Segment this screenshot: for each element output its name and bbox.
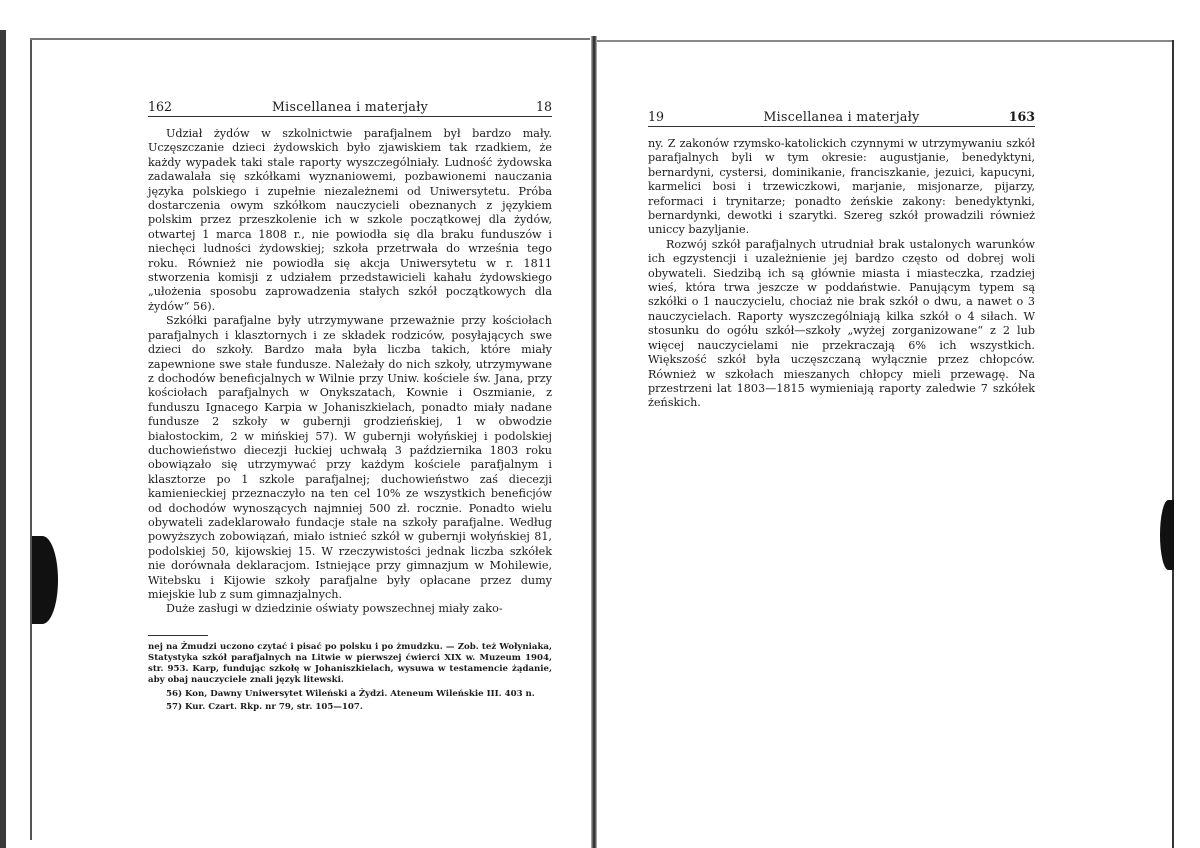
left-binding-clip	[32, 536, 58, 624]
footnote-57: 57) Kur. Czart. Rkp. nr 79, str. 105—107.	[166, 701, 363, 712]
footnote-continued: nej na Żmudzi uczono czytać i pisać po polsku i po żmudzku. — Zob. też Wołyniaka, Statystyka szkół parafjalnych na Litwie w pierwszej ćwierci XIX w. Muzeum 1904, str. 953. Karp, fundując szkołę w Johaniszkielach, wysuwa w testamencie żądanie, aby obaj nauczyciele znali język litewski.	[148, 641, 552, 686]
footnote-rule	[148, 635, 208, 636]
right-paragraph-1: ny. Z zakonów rzymsko-katolickich czynnymi w utrzymywaniu szkół parafjalnych byli w tym okresie: augustjanie, benedyktyni, bernardyni, cystersi, dominikanie, franciszkanie, jezuici, kapucyni, karmelici bosi i trzewiczkowi, marjanie, misjonarze, pijarzy, reformaci i trynitarze; ponadto żeńskie zakony: benedyktynki, bernardynki, dewotki i szarytki. Szereg szkół prowadzili również uniccy bazyljanie.	[648, 137, 1035, 237]
right-page-number: 163	[1008, 109, 1035, 124]
left-running-title: Miscellanea i materjały	[271, 99, 429, 114]
left-page-top-edge	[30, 38, 590, 40]
right-page	[648, 106, 1035, 411]
left-page	[148, 96, 552, 715]
right-page-top-edge	[597, 40, 1172, 42]
left-page-number: 162	[148, 99, 173, 114]
footnote-56: 56) Kon, Dawny Uniwersytet Wileński a Żydzi. Ateneum Wileńskie III. 403 n.	[166, 688, 535, 699]
right-running-title: Miscellanea i materjały	[763, 109, 920, 124]
right-binding-clip	[1160, 500, 1174, 570]
right-page-edge	[1172, 40, 1174, 848]
left-page-body	[148, 127, 552, 617]
right-running-header	[648, 106, 1035, 127]
right-paragraph-2: Rozwój szkół parafjalnych utrudniał brak ustalonych warunków ich egzystencji i uzależnienie jej bardzo często od dobrej woli obywateli. Siedzibą ich są głównie miasta i miasteczka, rzadziej wieś, która trwa jeszcze w poddaństwie. Panującym typem są szkółki o 1 nauczycielu, chociaż nie brak szkół o dwu, a nawet o 3 nauczycielach. Raporty wyszczególniają kilka szkół o 4 siłach. W stosunku do ogółu szkół—szkoły „wyżej zorganizowane“ z 2 lub więcej nauczycielami nie przekraczają 6% ich wszystkich. Większość szkół była uczęszczaną wyłącznie przez chłopców. Również w szkołach mieszanych chłopcy mieli przewagę. Na przestrzeni lat 1803—1815 wymieniają raporty zaledwie 7 szkółek żeńskich.	[648, 237, 1035, 410]
left-footnotes	[148, 642, 552, 713]
book-gutter	[591, 36, 597, 848]
left-paragraph-3: Duże zasługi w dziedzinie oświaty powszechnej miały zako-	[166, 602, 503, 616]
right-page-body	[648, 137, 1035, 411]
left-scan-edge	[0, 30, 6, 848]
left-running-header	[148, 96, 552, 117]
left-paragraph-2: Szkółki parafjalne były utrzymywane przeważnie przy kościołach parafjalnych i klasztornych i ze składek rodziców, posyłających swe dzieci do szkoły. Bardzo mała była liczba takich, które miały zapewnione swe stałe fundusze. Należały do nich szkoły, utrzymywane z dochodów beneficjalnych w Wilnie przy Uniw. kościele św. Jana, przy kościołach parafjalnych w Onykszatach, Kownie i Oszmianie, z funduszu Ignacego Karpia w Johaniszkielach, ponadto miały nadane fundusze 2 szkoły w gubernji grodzieńskiej, 1 w obwodzie białostockim, 2 w mińskiej 57). W gubernji wołyńskiej i podolskiej duchowieństwo diecezji łuckiej uchwałą 3 października 1803 roku obowiązało się utrzymywać przy każdym kościele parafjalnym i klasztorze po 1 szkole parafjalnej; duchowieństwo zaś diecezji kamienieckiej przeznaczyło na ten cel 10% ze wszystkich beneficjów od dochodów wynoszących najmniej 500 zł. rocznie. Ponadto wielu obywateli zadeklarowało fundacje stałe na szkoły parafjalne. Według powyższych zobowiązań, miało istnieć szkół w gubernji wołyńskiej 81, podolskiej 50, kijowskiej 15. W rzeczywistości jednak liczba szkółek nie dorównała deklaracjom. Istniejące przy gimnazjum w Mohilewie, Witebsku i Kijowie szkoły parafjalne były opłacane przez dumy miejskie lub z sum gimnazjalnych.	[148, 314, 552, 601]
right-section-number: 19	[648, 109, 665, 124]
left-paragraph-1: Udział żydów w szkolnictwie parafjalnem był bardzo mały. Uczęszczanie dzieci żydowskich było zjawiskiem tak rzadkiem, że każdy wypadek taki stale raporty wyszczególniały. Ludność żydowska zadawalała się szkółkami wyznaniowemi, pozbawionemi nauczania języka polskiego i zupełnie niezależnemi od Uniwersytetu. Próba dostarczenia owym szkółkom nauczycieli obeznanych z językiem polskim przez przeszkolenie ich w szkole początkowej dla żydów, otwartej 1 marca 1808 r., nie powiodła się dla braku funduszów i niechęci ludności żydowskiej; szkoła przetrwała do września tego roku. Również nie powiodła się akcja Uniwersytetu w r. 1811 stworzenia komisji z udziałem przedstawicieli kahału żydowskiego „ułożenia sposobu zaprowadzenia stałych szkół początkowych dla żydów“ 56).	[148, 127, 552, 313]
left-page-edge	[30, 40, 32, 840]
left-section-number: 18	[535, 99, 552, 114]
